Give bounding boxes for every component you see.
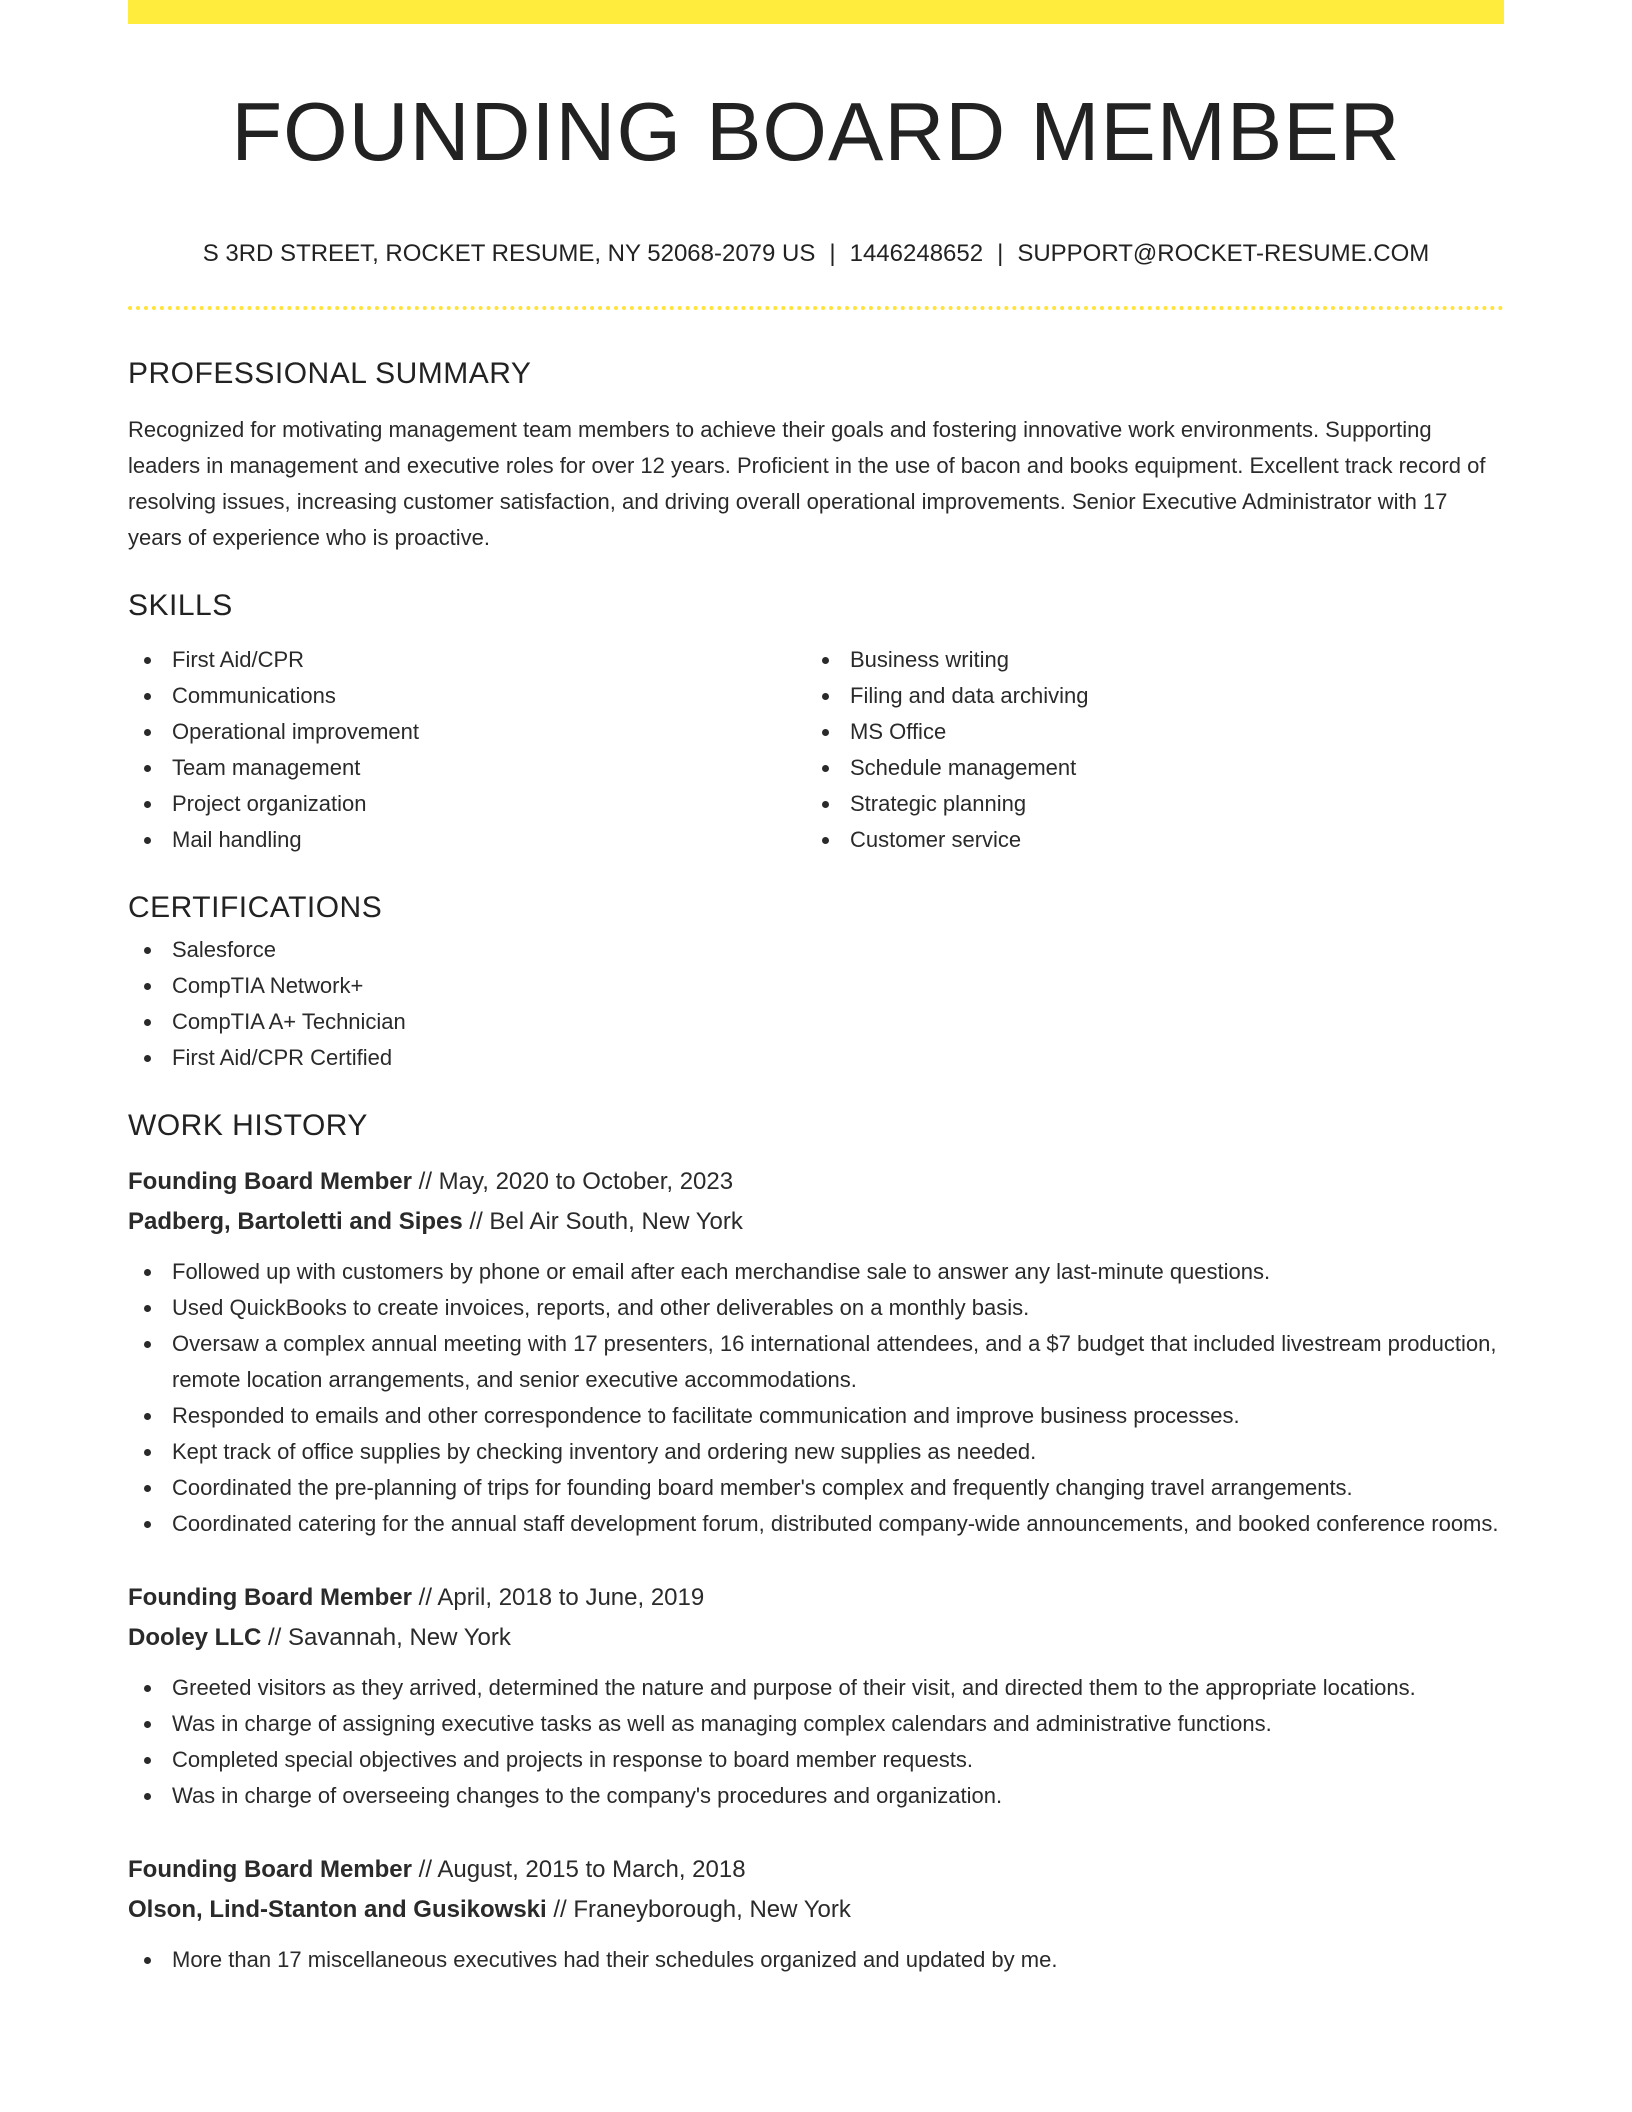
skill-item: Business writing: [806, 642, 1484, 678]
skill-item: Filing and data archiving: [806, 678, 1484, 714]
contact-separator: |: [997, 240, 1004, 267]
certifications-list: [128, 932, 1504, 1076]
job-company: Padberg, Bartoletti and Sipes: [128, 1208, 463, 1235]
job-company: Dooley LLC: [128, 1624, 262, 1651]
job-company-line: [128, 1618, 1504, 1658]
skill-item: MS Office: [806, 714, 1484, 750]
job-entry: [128, 1850, 1504, 1978]
skill-item: Project organization: [128, 786, 806, 822]
duty-item: Was in charge of assigning executive tasks as well as managing complex calendars and administrative functions.: [128, 1706, 1504, 1742]
certification-item: Salesforce: [128, 932, 1504, 968]
job-role: Founding Board Member: [128, 1168, 412, 1195]
skill-item: Operational improvement: [128, 714, 806, 750]
job-entry: [128, 1162, 1504, 1542]
duty-item: Responded to emails and other correspondence to facilitate communication and improve business processes.: [128, 1398, 1504, 1434]
summary-text: Recognized for motivating management team members to achieve their goals and fostering innovative work environments. Supporting leaders in management and executive roles for over 12 years. Proficient in the use of bacon and books equipment. Excellent track record of resolving issues, increasing customer satisfaction, and driving overall operational improvements. Senior Executive Administrator with 17 years of experience who is proactive.: [128, 417, 1486, 550]
duty-item: Followed up with customers by phone or email after each merchandise sale to answer any last-minute questions.: [128, 1254, 1504, 1290]
certification-item: CompTIA Network+: [128, 968, 1504, 1004]
work-history-heading: WORK HISTORY: [128, 1109, 368, 1142]
certifications-heading: CERTIFICATIONS: [128, 891, 383, 924]
duty-item: Coordinated the pre-planning of trips for founding board member's complex and frequently changing travel arrangements.: [128, 1470, 1504, 1506]
contact-line: [128, 236, 1504, 272]
duty-item: More than 17 miscellaneous executives had their schedules organized and updated by me.: [128, 1942, 1504, 1978]
contact-address: S 3RD STREET, ROCKET RESUME, NY 52068-2079 US: [202, 240, 816, 267]
job-duties: [128, 1670, 1504, 1814]
duty-item: Completed special objectives and projects in response to board member requests.: [128, 1742, 1504, 1778]
skills-columns: [128, 642, 1504, 858]
contact-phone: 1446248652: [849, 240, 984, 267]
job-company-line: [128, 1202, 1504, 1242]
dotted-divider: [128, 306, 1504, 310]
skill-item: Strategic planning: [806, 786, 1484, 822]
job-entry: [128, 1578, 1504, 1814]
certification-item: CompTIA A+ Technician: [128, 1004, 1504, 1040]
job-duties: [128, 1942, 1504, 1978]
duty-item: Greeted visitors as they arrived, determined the nature and purpose of their visit, and directed them to the appropriate locations.: [128, 1670, 1504, 1706]
job-location: // Bel Air South, New York: [462, 1208, 743, 1235]
job-dates: // August, 2015 to March, 2018: [412, 1856, 746, 1883]
skill-item: First Aid/CPR: [128, 642, 806, 678]
job-role: Founding Board Member: [128, 1584, 412, 1611]
job-role-line: [128, 1578, 1504, 1618]
skill-item: Schedule management: [806, 750, 1484, 786]
resume-body: [128, 350, 1504, 1978]
job-company: Olson, Lind-Stanton and Gusikowski: [128, 1896, 547, 1923]
duty-item: Coordinated catering for the annual staff development forum, distributed company-wide announcements, and booked conference rooms.: [128, 1506, 1504, 1542]
skill-item: Communications: [128, 678, 806, 714]
job-location: // Franeyborough, New York: [546, 1896, 851, 1923]
duty-item: Oversaw a complex annual meeting with 17 presenters, 16 international attendees, and a $7 budget that included livestream production, remote location arrangements, and senior executive accommodations.: [128, 1326, 1504, 1398]
skills-list-left: [128, 642, 806, 858]
accent-bar: [128, 0, 1504, 24]
summary-heading: PROFESSIONAL SUMMARY: [128, 357, 532, 390]
skills-list-right: [806, 642, 1484, 858]
skill-item: Customer service: [806, 822, 1484, 858]
certification-item: First Aid/CPR Certified: [128, 1040, 1504, 1076]
job-role: Founding Board Member: [128, 1856, 412, 1883]
job-role-line: [128, 1162, 1504, 1202]
contact-email: SUPPORT@ROCKET-RESUME.COM: [1017, 240, 1430, 267]
duty-item: Used QuickBooks to create invoices, reports, and other deliverables on a monthly basis.: [128, 1290, 1504, 1326]
job-location: // Savannah, New York: [261, 1624, 511, 1651]
duty-item: Was in charge of overseeing changes to the company's procedures and organization.: [128, 1778, 1504, 1814]
skill-item: Team management: [128, 750, 806, 786]
resume-title: FOUNDING BOARD MEMBER: [231, 85, 1401, 178]
job-dates: // April, 2018 to June, 2019: [412, 1584, 705, 1611]
job-duties: [128, 1254, 1504, 1542]
skill-item: Mail handling: [128, 822, 806, 858]
skills-heading: SKILLS: [128, 589, 233, 622]
contact-separator: |: [829, 240, 836, 267]
job-dates: // May, 2020 to October, 2023: [412, 1168, 734, 1195]
job-role-line: [128, 1850, 1504, 1890]
job-company-line: [128, 1890, 1504, 1930]
duty-item: Kept track of office supplies by checking inventory and ordering new supplies as needed.: [128, 1434, 1504, 1470]
